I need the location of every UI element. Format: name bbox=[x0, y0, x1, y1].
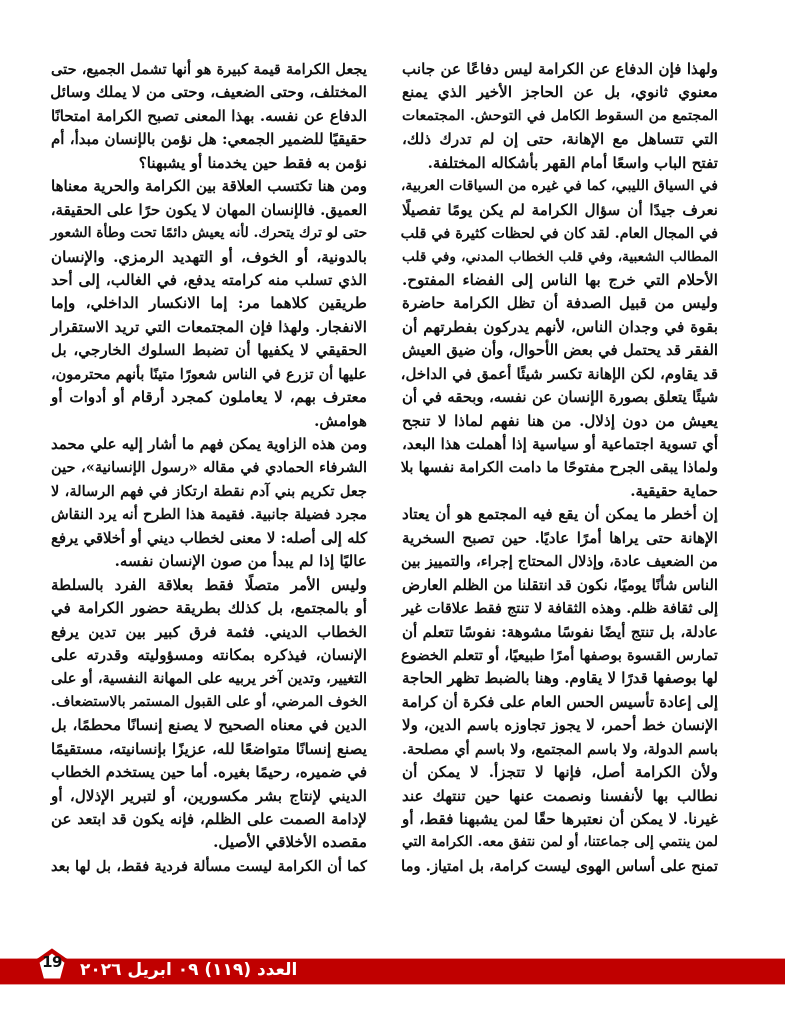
text-line: الأحلام التي خرج بها الناس إلى الفضاء المفتوح. bbox=[402, 270, 718, 289]
issue-info: العدد (١١٩) ٠٩ ابريل ٢٠٢٦ bbox=[80, 960, 298, 980]
text-line: معترف بهم، لا يعاملون كمجرد أرقام أو أدوات أو bbox=[51, 388, 367, 407]
text-line: إلى إعادة تأسيس الحس العام على فكرة أن كرامة bbox=[401, 692, 718, 711]
text-line: غيرنا. لا يمكن أن نعتبرها حقًا لمن يشبهنا فقط، أو bbox=[402, 810, 718, 828]
text-line: من الضعيف عادة، وإذلال المحتاج إجراء، والتمييز بين bbox=[401, 553, 718, 571]
text-line: يصنع إنسانًا متواضعًا لله، عزيزًا بإنسانيته، مستقيمًا bbox=[51, 739, 367, 758]
text-line: نؤمن به فقط حين يخدمنا أو يشبهنا؟ bbox=[138, 153, 367, 172]
text-line: الإنسان، فيذكره بمكانته ومسؤوليته وقدرته على bbox=[51, 645, 367, 664]
text-line: وليس من قبيل الصدفة أن تظل الكرامة حاضرة bbox=[402, 294, 718, 313]
text-line: الإهانة حتى يراها أمرًا عاديًا. حين تصبح السخرية bbox=[402, 528, 718, 547]
article-column-left bbox=[51, 58, 367, 878]
text-line: أو بالمجتمع، بل كذلك بطريقة حضور الكرامة في bbox=[51, 599, 367, 618]
text-line: بالدونية، أو الخوف، أو التهديد الرمزي. والإنسان bbox=[51, 247, 367, 266]
text-line: في السياق الليبي، كما في غيره من السياقات العربية، bbox=[400, 178, 718, 195]
text-line: ولهذا فإن الدفاع عن الكرامة ليس دفاعًا عن جانب bbox=[402, 60, 718, 78]
text-line: ولماذا يبقى الجرح مفتوحًا ما دامت الكرامة نفسها بلا bbox=[400, 459, 718, 477]
text-line: الخوف المرضي، أو على القبول المستمر بالاستضعاف. bbox=[51, 693, 367, 710]
text-line: حماية حقيقية. bbox=[630, 481, 718, 500]
text-line: عادلة، بل تنتج أيضًا نفوسًا مشوهة: نفوسًا تتعلم أن bbox=[402, 622, 718, 641]
text-line: معنوي ثانوي، بل عن الحاجز الأخير الذي يمنع bbox=[402, 83, 718, 102]
text-line: لإدامة الصمت على الظلم، فإنه يكون قد ابتعد عن bbox=[51, 810, 367, 828]
text-line: ولأن الكرامة أصل، فإنها لا تتجزأ. لا يمكن أن bbox=[402, 763, 718, 782]
text-line: الناس شأنًا يوميًا، نكون قد انتقلنا من الظلم العارض bbox=[402, 576, 718, 594]
text-line: الذي تسلب منه كرامته يدفع، في الغالب، إلى أحد bbox=[51, 270, 367, 289]
text-line: يعيش من دون إذلال. من هنا نفهم لماذا لا تنجح bbox=[402, 411, 718, 430]
text-line: هوامش. bbox=[314, 411, 367, 430]
text-line: أي تسوية اجتماعية أو سياسية إذا أهملت هذا البعد، bbox=[402, 435, 718, 453]
text-line: باسم الدولة، ولا باسم المجتمع، ولا باسم أي مصلحة. bbox=[402, 740, 718, 758]
text-line: شيئًا يتعلق بصورة الإنسان عن نفسه، وبحقه في أن bbox=[402, 389, 718, 407]
text-line: التي تتساهل مع الإهانة، حتى إن لم تدرك ذلك، bbox=[402, 130, 718, 149]
text-line: الدين في معناه الصحيح لا يصنع إنسانًا محطمًا، بل bbox=[51, 716, 367, 735]
text-line: المختلف، وحتى الضعيف، وحتى من لا يملك وسائل bbox=[50, 83, 367, 102]
text-line: ومن هذه الزاوية يمكن فهم ما أشار إليه علي محمد bbox=[51, 436, 367, 453]
text-line: وليس الأمر متصلًا فقط بعلاقة الفرد بالسلطة bbox=[51, 575, 367, 594]
text-line: حتى لو ترك يتحرك. لأنه يعيش دائمًا تحت وطأة الشعور bbox=[50, 225, 367, 242]
text-line: الفقر قد يحتمل في بعض الأحوال، وأن ضيق العيش bbox=[402, 342, 718, 360]
text-line: المطالب الشعبية، وفي قلب الخطاب المدني، وفي قلب bbox=[402, 248, 718, 265]
text-line: تمنح على أساس الهوى ليست كرامة، بل امتياز. وما bbox=[400, 857, 718, 875]
text-line: في ضميره، رحيمًا بغيره. أما حين يستخدم الخطاب bbox=[51, 763, 367, 782]
text-line: التغيير، وتدين آخر يربيه على المهانة النفسية، أو على bbox=[51, 670, 367, 688]
text-line: نعرف جيدًا أن سؤال الكرامة لم يكن يومًا تفصيلًا bbox=[402, 200, 718, 219]
text-line: الإنسان خط أحمر، لا يجوز تجاوزه باسم الدين، ولا bbox=[402, 716, 718, 735]
text-line: مقصده الأخلاقي الأصيل. bbox=[213, 833, 367, 852]
text-line: الانفجار. ولهذا فإن المجتمعات التي تريد الاستقرار bbox=[51, 317, 367, 336]
text-line: كما أن الكرامة ليست مسألة فردية فقط، بل لها بعد bbox=[51, 857, 367, 875]
text-line: إلى ثقافة ظلم. وهذه الثقافة لا تنتج فقط علاقات غير bbox=[402, 600, 718, 618]
text-line: المجتمع من السقوط الكامل في التوحش. المجتمعات bbox=[402, 107, 718, 124]
text-line: مجرد فضيلة جانبية. فقيمة هذا الطرح أنه يرد النقاش bbox=[51, 506, 367, 524]
text-line: لها بوصفها قدرًا لا يقاوم. وهنا بالضبط تظهر الحاجة bbox=[402, 669, 718, 688]
text-line: نطالب بها لأنفسنا ونصمت عنها حين تنتهك عند bbox=[402, 786, 718, 805]
text-line: الحقيقي لا يكفيها أن تضبط السلوك الخارجي، بل bbox=[51, 341, 367, 360]
text-line: في المجال العام. لقد كان في لحظات كثيرة في قلب bbox=[400, 225, 718, 243]
text-line: تمارس القسوة بوصفها أمرًا طبيعيًا، أو تتعلم الخضوع bbox=[401, 646, 718, 664]
text-line: يجعل الكرامة قيمة كبيرة هو أنها تشمل الجميع، حتى bbox=[51, 61, 367, 78]
text-line: الدفاع عن نفسه. بهذا المعنى تصبح الكرامة امتحانًا bbox=[51, 106, 367, 125]
text-line: عليها أن تزرع في الناس شعورًا متينًا بأنهم محترمون، bbox=[51, 365, 367, 383]
text-line: العميق. فالإنسان المهان لا يكون حرًا على الحقيقة، bbox=[50, 200, 367, 219]
text-line: عاليًا إذا لم يبدأ من صون الإنسان نفسه. bbox=[114, 552, 367, 571]
article-column-right bbox=[402, 58, 718, 878]
text-line: إن أخطر ما يمكن أن يقع فيه المجتمع هو أن يعتاد bbox=[402, 505, 718, 524]
text-line: ومن هنا تكتسب العلاقة بين الكرامة والحرية معناها bbox=[51, 177, 367, 196]
text-line: الديني لإنتاج بشر مكسورين، أو لتبرير الإذلال، أو bbox=[51, 786, 367, 805]
text-line: حقيقيًا للضمير الجمعي: هل نؤمن بالإنسان مبدأ، أم bbox=[51, 130, 367, 149]
page-number: 19 bbox=[42, 953, 62, 971]
text-line: تفتح الباب واسعًا أمام القهر بأشكاله المختلفة. bbox=[427, 153, 718, 172]
text-line: جعل تكريم بني آدم نقطة ارتكاز في فهم الرسالة، لا bbox=[51, 482, 367, 500]
text-line: بقوة في وجدان الناس، لأنهم يدركون بفطرتهم أن bbox=[402, 317, 718, 336]
text-line: قد يقاوم، لكن الإهانة تكسر شيئًا أعمق في الداخل، bbox=[400, 364, 718, 383]
text-line: لمن ينتمي إلى جماعتنا، أو لمن نتفق معه. الكرامة التي bbox=[402, 834, 718, 851]
text-line: كله إلى أصله: لا معنى لخطاب ديني أو أخلاقي يرفع bbox=[51, 529, 367, 547]
text-line: طريقين كلاهما مر: إما الانكسار الداخلي، وإما bbox=[51, 294, 367, 313]
text-line: الخطاب الديني. فثمة فرق كبير بين تدين يرفع bbox=[51, 622, 367, 641]
text-line: الشرفاء الحمادي في مقاله «رسول الإنسانية»، حين bbox=[51, 459, 367, 477]
